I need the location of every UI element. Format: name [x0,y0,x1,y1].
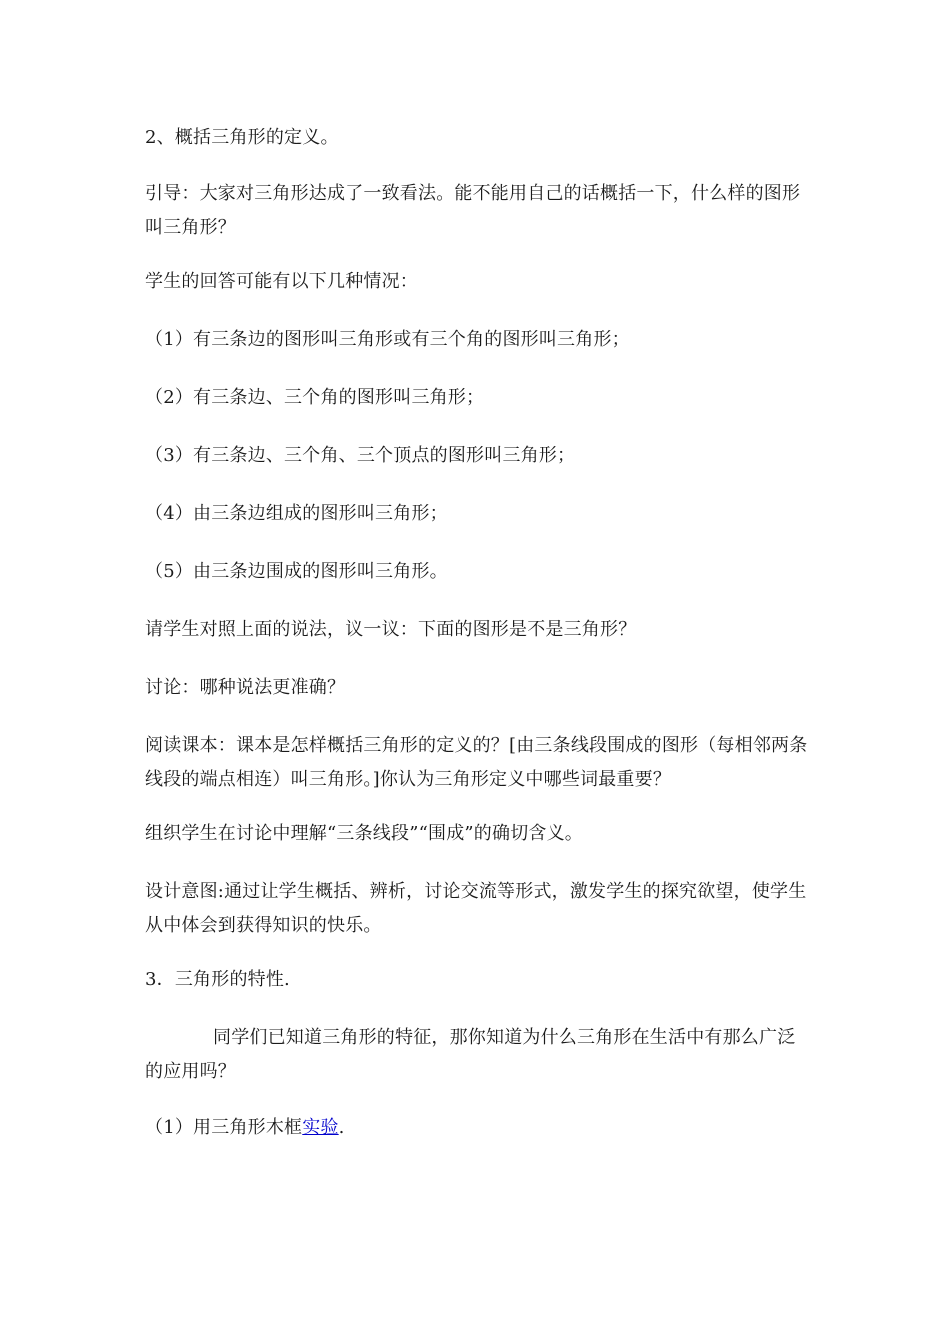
experiment-suffix: . [338,1117,345,1138]
list-item-5: （5）由三条边围成的图形叫三角形。 [145,561,448,582]
paragraph-design-intent: 设计意图:通过让学生概括、辨析，讨论交流等形式，激发学生的探究欲望，使学生从中体会到获得知识的快乐。 [145,881,807,936]
paragraph-question: 同学们已知道三角形的特征，那你知道为什么三角形在生活中有那么广泛的应用吗？ [145,1027,796,1082]
document-body [145,121,810,1145]
experiment-link[interactable]: 实验 [302,1117,339,1138]
list-item-experiment [145,1111,810,1145]
section-heading-3: 3．三角形的特性. [145,969,290,990]
experiment-prefix: （1）用三角形木框 [145,1117,303,1138]
list-item-4: （4）由三条边组成的图形叫三角形； [145,503,448,524]
paragraph-discussion: 讨论：哪种说法更准确？ [145,677,346,698]
paragraph-organize: 组织学生在讨论中理解“三条线段”“围成”的确切含义。 [145,823,584,844]
section-heading-2: 2、概括三角形的定义。 [145,127,339,148]
paragraph-answers-intro: 学生的回答可能有以下几种情况： [145,271,418,292]
list-item-1: （1）有三条边的图形叫三角形或有三个角的图形叫三角形； [145,329,630,350]
paragraph-discuss-prompt: 请学生对照上面的说法，议一议：下面的图形是不是三角形？ [145,619,637,640]
paragraph-guide: 引导：大家对三角形达成了一致看法。能不能用自己的话概括一下，什么样的图形叫三角形？ [145,183,801,238]
list-item-3: （3）有三条边、三个角、三个顶点的图形叫三角形； [145,445,576,466]
paragraph-read-textbook: 阅读课本：课本是怎样概括三角形的定义的？[由三条线段围成的图形（每相邻两条线段的端点相连）叫三角形。]你认为三角形定义中哪些词最重要？ [145,735,808,790]
list-item-2: （2）有三条边、三个角的图形叫三角形； [145,387,485,408]
